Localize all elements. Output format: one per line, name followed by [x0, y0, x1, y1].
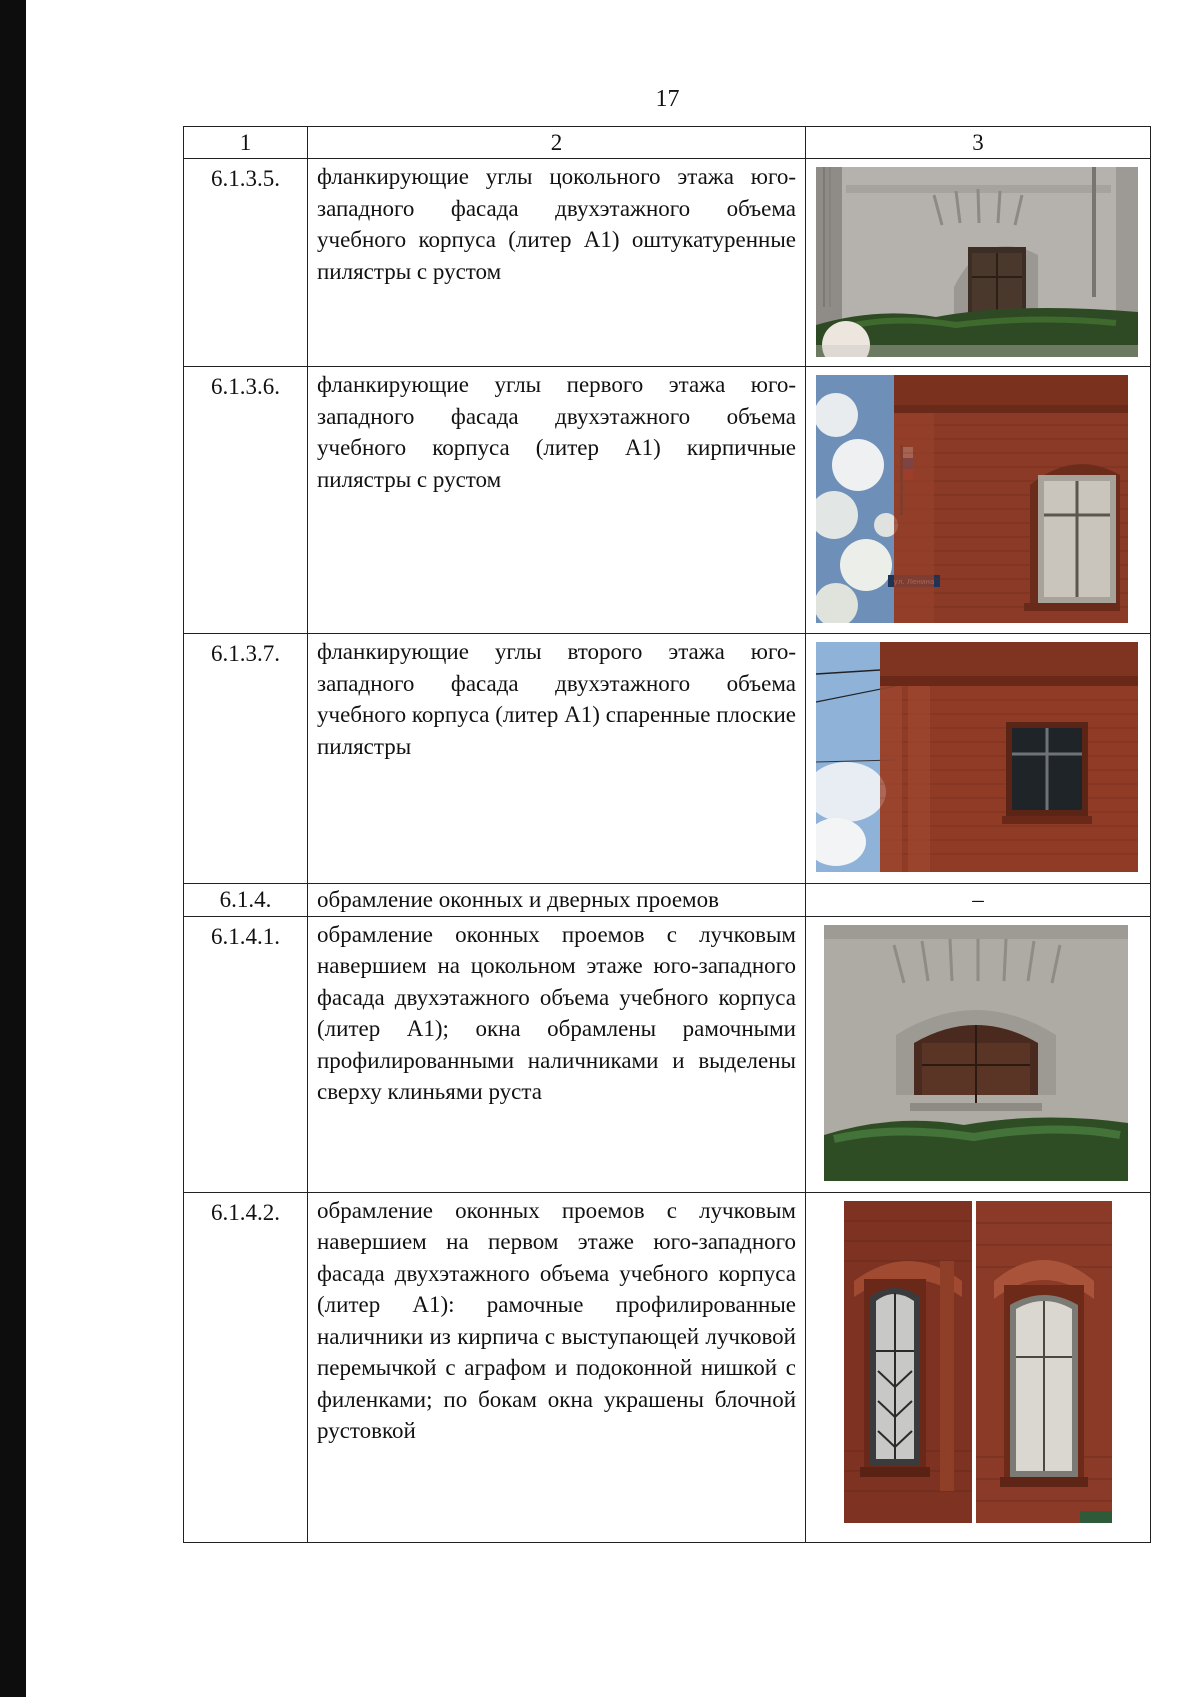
row-description: обрамление оконных проемов с лучковым навершием на цокольном этаже юго-западного фасада двухэтажного объема учебного корпуса (литер А1); окна обрамлены рамочными профилированными наличниками и выделены сверху клиньями руста	[308, 916, 806, 1192]
row-number: 6.1.3.7.	[184, 634, 308, 884]
page-number: 17	[655, 86, 680, 112]
row-description: обрамление оконных проемов с лучковым навершием на первом этаже юго-западного фасада двухэтажного объема учебного корпуса (литер А1): рамочные профилированные наличники из кирпича с выступающей лучковой перемычкой с аграфом и подоконной нишкой с филенками; по бокам окна украшены блочной рустовкой	[308, 1192, 806, 1542]
header-col-2: 2	[308, 127, 806, 159]
row-empty-mark: –	[806, 884, 1151, 917]
table-row	[184, 159, 1151, 367]
window-photo-plinth	[824, 925, 1128, 1181]
row-number: 6.1.3.5.	[184, 159, 308, 367]
specification-table	[183, 126, 1151, 1543]
table-row	[184, 367, 1151, 634]
table-row	[184, 884, 1151, 917]
facade-photo-brick-first-floor	[816, 375, 1128, 623]
row-description: фланкирующие углы первого этажа юго-западного фасада двухэтажного объема учебного корпуса (литер А1) кирпичные пилястры с рустом	[308, 367, 806, 634]
table-header-row	[184, 127, 1151, 159]
facade-photo-stucco-plinth	[816, 167, 1138, 357]
row-number: 6.1.3.6.	[184, 367, 308, 634]
scan-left-edge	[0, 0, 26, 1697]
row-photo-cell	[806, 916, 1151, 1192]
row-number: 6.1.4.1.	[184, 916, 308, 1192]
window-photo-right	[976, 1201, 1112, 1523]
row-photo-cell	[806, 367, 1151, 634]
window-photo-left	[844, 1201, 972, 1523]
row-photo-cell	[806, 159, 1151, 367]
window-photo-pair	[844, 1201, 1140, 1523]
header-col-3: 3	[806, 127, 1151, 159]
row-description: обрамление оконных и дверных проемов	[308, 884, 806, 917]
row-number: 6.1.4.	[184, 884, 308, 917]
row-description: фланкирующие углы цокольного этажа юго-западного фасада двухэтажного объема учебного корпуса (литер А1) оштукатуренные пилястры с рустом	[308, 159, 806, 367]
table-row	[184, 916, 1151, 1192]
table-row	[184, 634, 1151, 884]
row-number: 6.1.4.2.	[184, 1192, 308, 1542]
row-description: фланкирующие углы второго этажа юго-западного фасада двухэтажного объема учебного корпуса (литер А1) спаренные плоские пилястры	[308, 634, 806, 884]
facade-photo-brick-second-floor	[816, 642, 1138, 872]
row-photo-cell	[806, 1192, 1151, 1542]
table-row	[184, 1192, 1151, 1542]
row-photo-cell	[806, 634, 1151, 884]
header-col-1: 1	[184, 127, 308, 159]
